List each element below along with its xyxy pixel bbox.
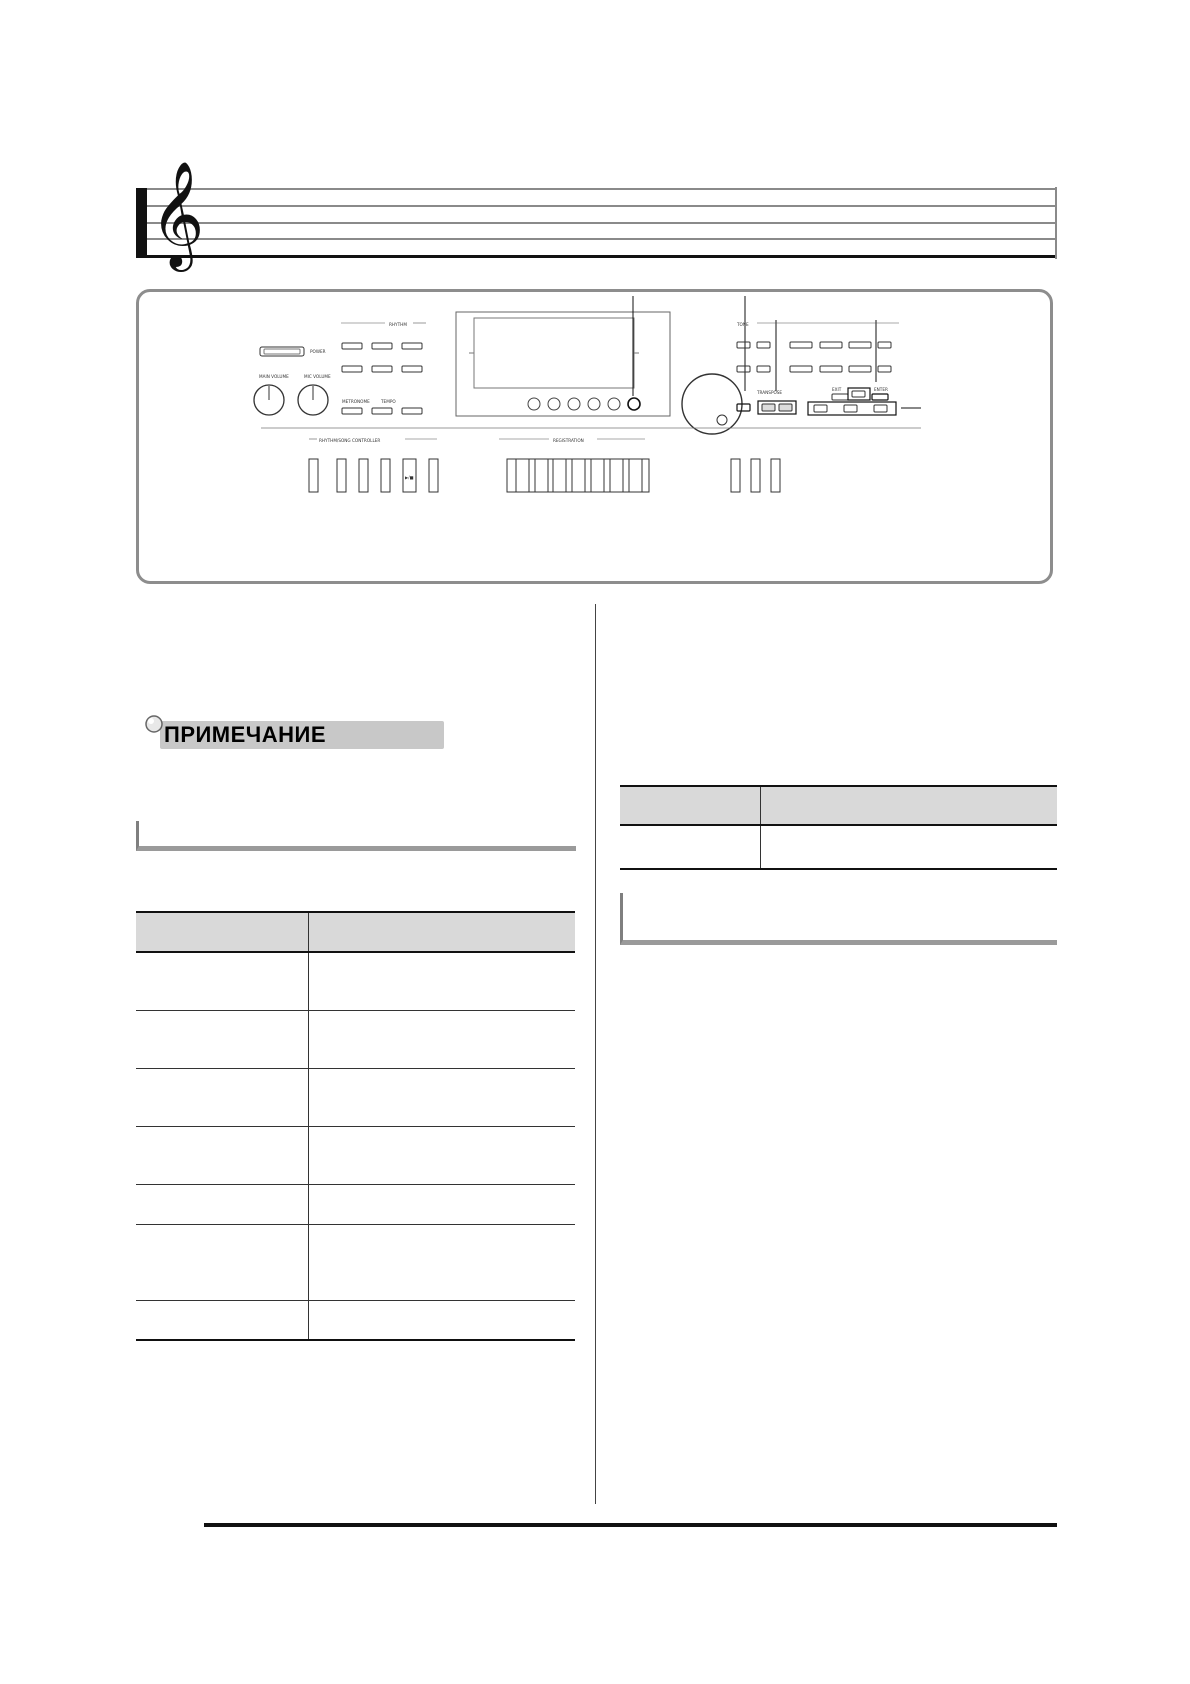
power-label: POWER bbox=[310, 349, 326, 354]
control-panel-diagram bbox=[136, 289, 1053, 584]
left-table bbox=[136, 911, 575, 1341]
tone-buttons bbox=[737, 342, 891, 372]
transpose-label: TRANSPOSE bbox=[757, 390, 783, 395]
mic-volume-label: MIC VOLUME bbox=[304, 374, 331, 379]
rhythm-song-controller-label: RHYTHM/SONG CONTROLLER bbox=[319, 438, 381, 443]
staff-bar bbox=[136, 188, 147, 258]
table-row bbox=[136, 1010, 575, 1068]
dial bbox=[682, 374, 742, 434]
svg-text:▶/■: ▶/■ bbox=[405, 475, 414, 480]
control-panel-svg bbox=[139, 292, 1050, 581]
exit-button bbox=[832, 394, 848, 400]
staff-line bbox=[147, 188, 1057, 190]
right-table bbox=[620, 785, 1057, 870]
treble-clef-icon: 𝄞 bbox=[150, 160, 205, 267]
staff-line bbox=[147, 238, 1057, 240]
down-button bbox=[844, 405, 857, 412]
staff-line bbox=[147, 222, 1057, 224]
registration-label: REGISTRATION bbox=[553, 438, 584, 443]
registration-buttons bbox=[516, 459, 642, 492]
note-label: ПРИМЕЧАНИЕ bbox=[160, 721, 444, 749]
enter-button bbox=[872, 394, 888, 400]
footer-rule bbox=[204, 1523, 1057, 1527]
table-row bbox=[136, 1126, 575, 1184]
power-button bbox=[260, 347, 304, 356]
main-volume-label: MAIN VOLUME bbox=[259, 374, 289, 379]
table-header-row bbox=[136, 912, 575, 952]
table-row bbox=[136, 1068, 575, 1126]
display-buttons bbox=[528, 398, 640, 410]
display-screen bbox=[474, 318, 634, 388]
table-row bbox=[620, 825, 1057, 869]
table-row bbox=[136, 1184, 575, 1224]
up-button bbox=[852, 391, 865, 397]
staff-line bbox=[147, 205, 1057, 207]
metronome-label: METRONOME bbox=[342, 399, 370, 404]
staff-end bbox=[1055, 187, 1057, 259]
enter-label: ENTER bbox=[874, 387, 888, 392]
tempo-label: TEMPO bbox=[381, 399, 396, 404]
column-divider bbox=[595, 604, 596, 1504]
table-row bbox=[136, 1224, 575, 1300]
table-row bbox=[136, 1300, 575, 1340]
left-button bbox=[814, 405, 827, 412]
right-button bbox=[874, 405, 887, 412]
split-button bbox=[731, 459, 740, 492]
section-heading-right bbox=[620, 893, 1057, 945]
magnifier-icon bbox=[142, 713, 166, 737]
rhythm-buttons bbox=[342, 343, 422, 372]
rhythm-controller-buttons bbox=[309, 459, 438, 492]
staff-line bbox=[147, 255, 1057, 258]
section-heading-left bbox=[136, 821, 576, 851]
tone-section-label: TONE bbox=[737, 322, 749, 327]
function-button bbox=[737, 404, 750, 411]
table-row bbox=[136, 952, 575, 1010]
table-header-row bbox=[620, 786, 1057, 825]
rhythm-section-label: RHYTHM bbox=[389, 322, 407, 327]
exit-label: EXIT bbox=[832, 387, 842, 392]
layer-button bbox=[771, 459, 780, 492]
